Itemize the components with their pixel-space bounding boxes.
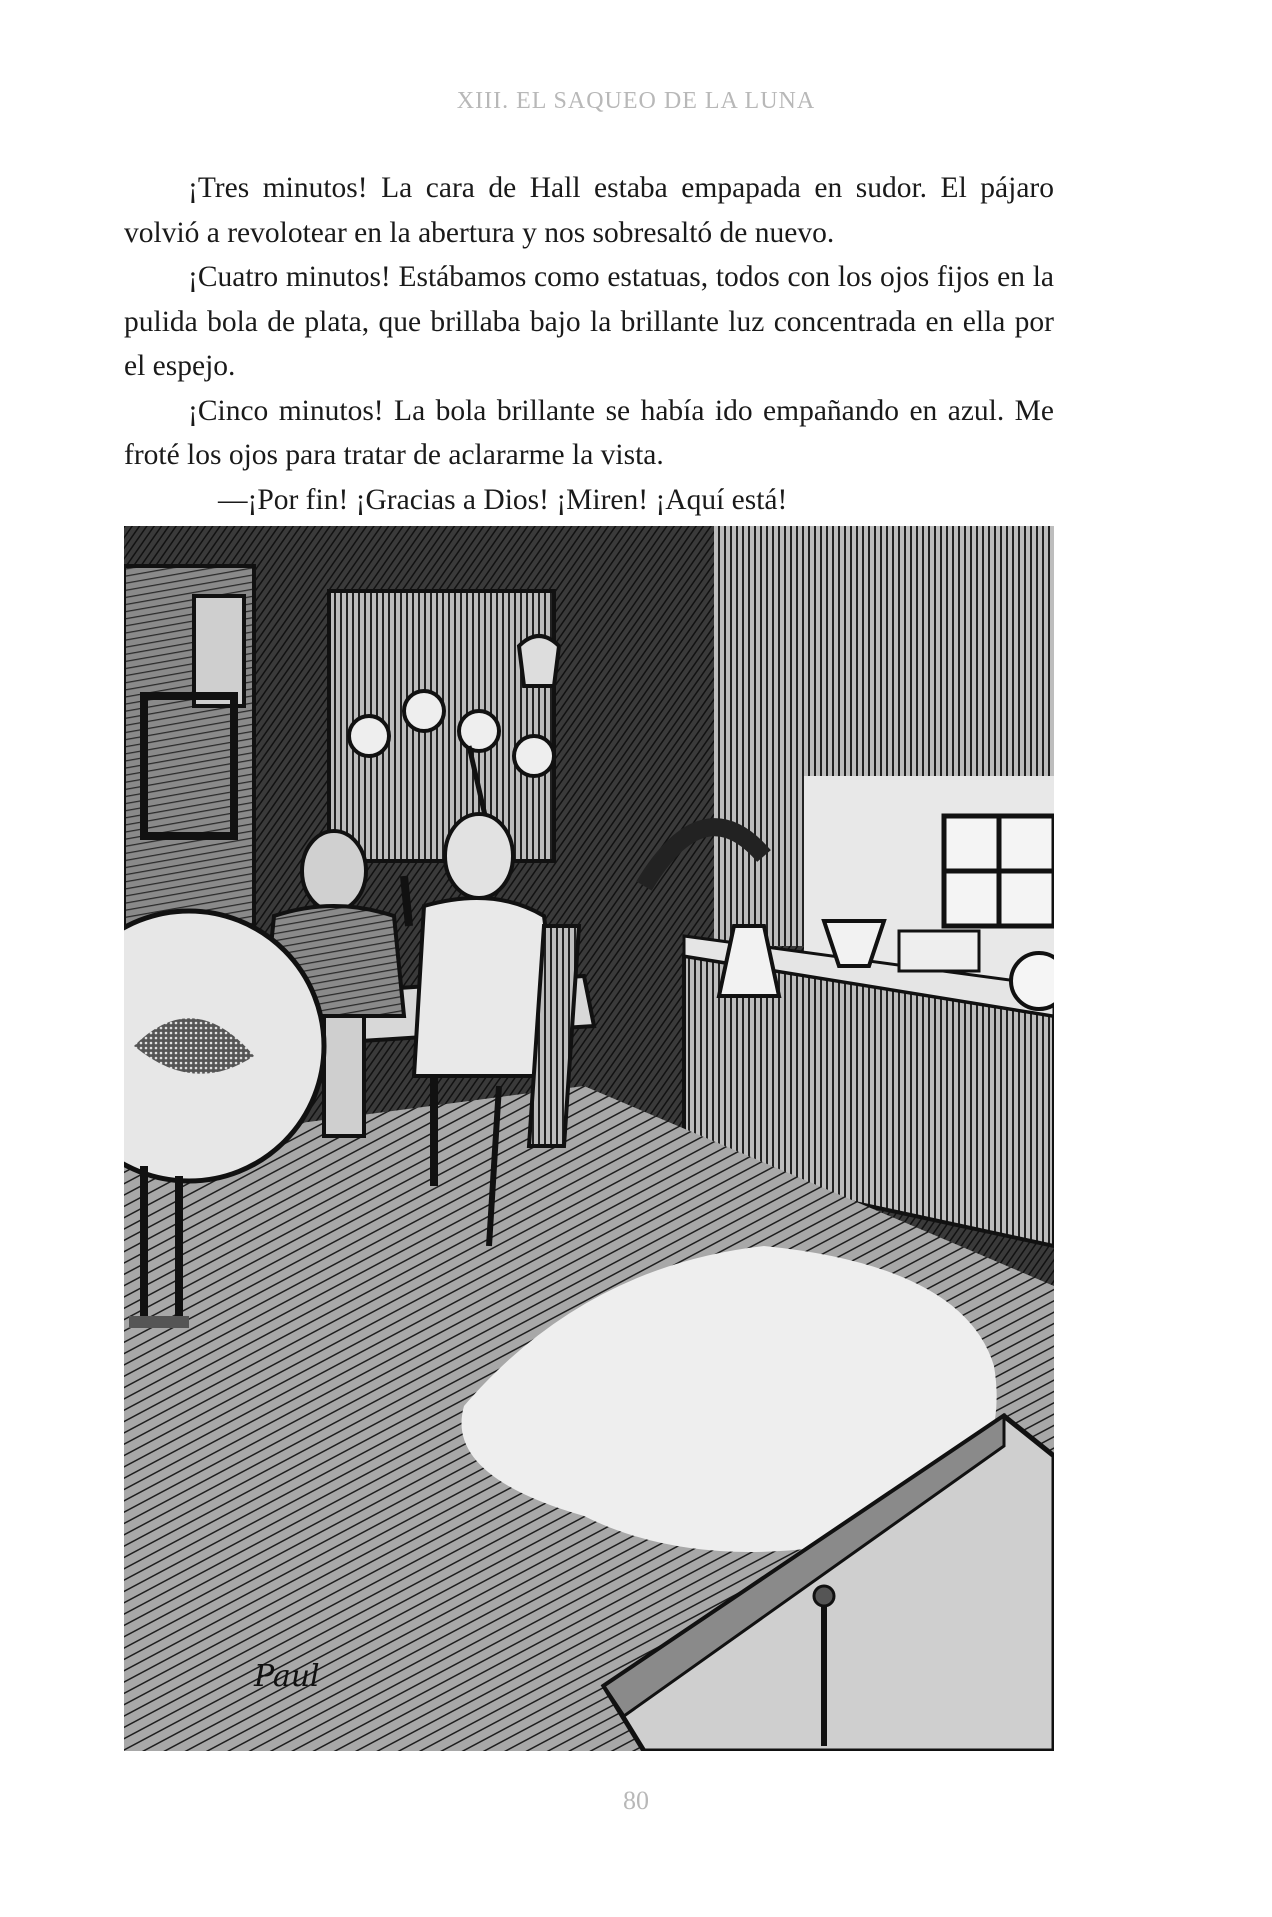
body-text bbox=[124, 166, 1054, 522]
instrument-panel bbox=[329, 591, 559, 876]
window bbox=[944, 816, 1054, 926]
paragraph-dialogue: —¡Por fin! ¡Gracias a Dios! ¡Miren! ¡Aquí está! bbox=[218, 483, 788, 516]
paragraph: ¡Cuatro minutos! Estábamos como estatuas, todos con los ojos fijos en la pulida bola de plata, que brillaba bajo la brillante luz concentrada en ella por el espejo. bbox=[124, 261, 1054, 382]
illustration-drawing bbox=[124, 526, 1054, 1751]
running-head: XIII. EL SAQUEO DE LA LUNA bbox=[456, 88, 816, 114]
page-number: 80 bbox=[623, 1786, 649, 1815]
laboratory-illustration bbox=[124, 526, 1054, 1751]
paragraph: ¡Tres minutos! La cara de Hall estaba empapada en sudor. El pájaro volvió a revolotear en la abertura y nos sobresaltó de nuevo. bbox=[124, 172, 1054, 249]
paragraph: ¡Cinco minutos! La bola brillante se había ido empañando en azul. Me froté los ojos para tratar de aclararme la vista. bbox=[124, 394, 1054, 471]
artist-signature: Paul bbox=[254, 1659, 320, 1694]
